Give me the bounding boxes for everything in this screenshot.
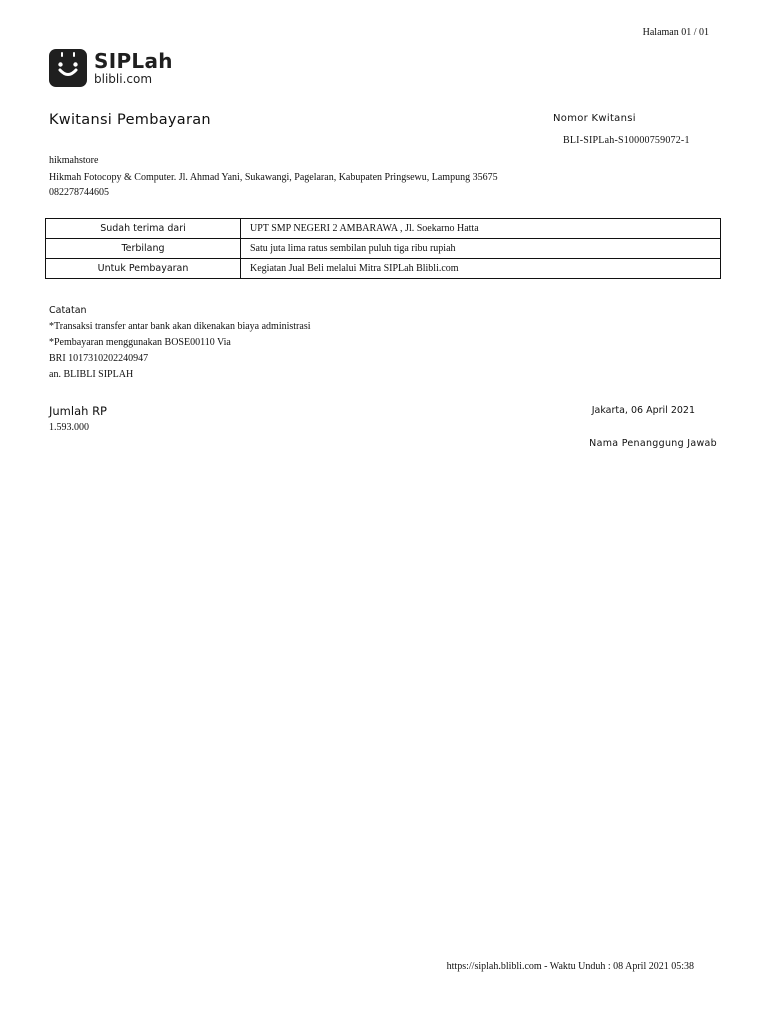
payment-info-table (45, 218, 721, 279)
payment-purpose-value: Kegiatan Jual Beli melalui Mitra SIPLah Blibli.com (241, 259, 721, 279)
document-title: Kwitansi Pembayaran (49, 112, 211, 128)
shopping-bag-smile-icon (49, 49, 87, 87)
table-row (46, 239, 721, 259)
notes-title: Catatan (49, 305, 87, 316)
amount-in-words-label: Terbilang (46, 239, 241, 259)
store-name: hikmahstore (49, 155, 99, 166)
page-number: Halaman 01 / 01 (642, 27, 709, 38)
note-line: BRI 1017310202240947 (49, 353, 149, 364)
place-date: Jakarta, 06 April 2021 (591, 405, 695, 416)
payment-purpose-label: Untuk Pembayaran (46, 259, 241, 279)
table-row (46, 259, 721, 279)
logo-sub: blibli.com (94, 72, 153, 86)
amount-value: 1.593.000 (49, 422, 89, 433)
signatory-label: Nama Penanggung Jawab (589, 438, 717, 449)
note-line: *Transaksi transfer antar bank akan dikenakan biaya administrasi (49, 321, 311, 332)
note-line: an. BLIBLI SIPLAH (49, 369, 134, 380)
siplah-logo (49, 49, 179, 89)
receipt-number: BLI-SIPLah-S10000759072-1 (563, 135, 690, 146)
footer-download-info: https://siplah.blibli.com - Waktu Unduh : 08 April 2021 05:38 (446, 961, 694, 972)
store-phone: 082278744605 (49, 187, 109, 198)
received-from-value: UPT SMP NEGERI 2 AMBARAWA , Jl. Soekarno Hatta (241, 219, 721, 239)
amount-in-words-value: Satu juta lima ratus sembilan puluh tiga ribu rupiah (241, 239, 721, 259)
note-line: *Pembayaran menggunakan BOSE00110 Via (49, 337, 231, 348)
receipt-number-label: Nomor Kwitansi (553, 113, 636, 124)
received-from-label: Sudah terima dari (46, 219, 241, 239)
amount-label: Jumlah RP (49, 404, 107, 418)
table-row (46, 219, 721, 239)
store-address: Hikmah Fotocopy & Computer. Jl. Ahmad Yani, Sukawangi, Pagelaran, Kabupaten Pringsewu, Lampung 35675 (49, 172, 498, 183)
logo-brand: SIPLah (94, 49, 173, 73)
